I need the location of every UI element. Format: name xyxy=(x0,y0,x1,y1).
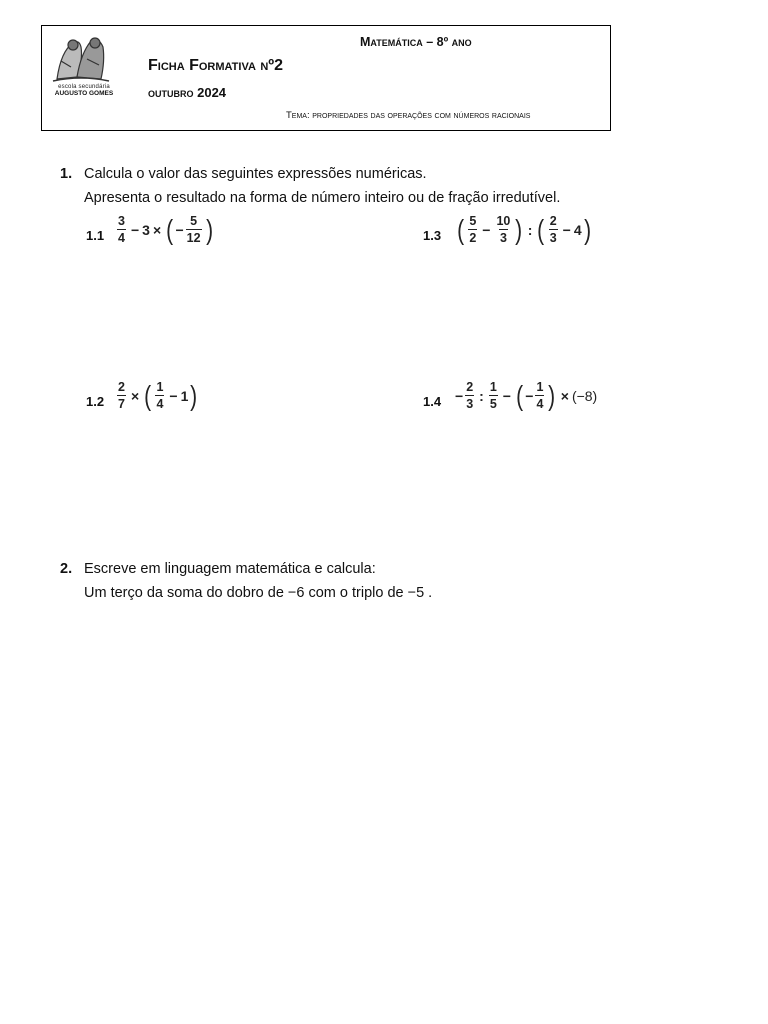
negative-sign: − xyxy=(455,387,464,404)
numerator: 3 xyxy=(118,214,125,228)
operator: : xyxy=(527,221,533,238)
fraction xyxy=(489,381,498,410)
numerator: 5 xyxy=(469,214,477,228)
integer: 1 xyxy=(180,387,189,404)
numerator: 1 xyxy=(156,380,164,394)
fraction xyxy=(117,381,126,410)
denominator: 3 xyxy=(549,230,557,245)
question-2-number: 2. xyxy=(60,561,73,577)
integer: 4 xyxy=(573,221,582,238)
right-paren: ) xyxy=(515,213,523,245)
numerator: 5 xyxy=(190,214,198,228)
worksheet-date: outubro 2024 xyxy=(148,85,227,100)
fraction xyxy=(117,215,126,244)
left-paren: ( xyxy=(144,379,152,411)
fraction xyxy=(495,215,511,244)
item-1-1-label: 1.1 xyxy=(86,228,105,243)
left-paren: ( xyxy=(537,213,545,245)
item-1-3-label: 1.3 xyxy=(423,228,442,243)
denominator: 3 xyxy=(466,396,474,411)
left-paren: ( xyxy=(166,213,174,245)
worksheet-topic: Tema: propriedades das operações com números racionais xyxy=(286,110,531,121)
logo-school-type: escola secundária xyxy=(58,84,110,90)
denominator: 4 xyxy=(118,230,125,245)
fraction xyxy=(535,381,544,410)
denominator: 3 xyxy=(499,230,507,245)
question-2-statement: Um terço da soma do dobro de −6 com o triplo de −5 . xyxy=(84,585,433,601)
right-paren: ) xyxy=(583,213,591,245)
fraction xyxy=(155,381,164,410)
negative-sign: − xyxy=(175,221,184,238)
operator: − xyxy=(130,221,140,238)
operator: × xyxy=(152,221,162,238)
denominator: 4 xyxy=(156,396,164,411)
denominator: 2 xyxy=(469,230,477,245)
denominator: 12 xyxy=(186,230,201,245)
factor: (−8) xyxy=(571,387,598,404)
left-paren: ( xyxy=(457,213,465,245)
numerator: 1 xyxy=(489,380,497,394)
right-paren: ) xyxy=(205,213,213,245)
item-1-4-label: 1.4 xyxy=(423,394,442,409)
right-paren: ) xyxy=(548,379,556,411)
operator: − xyxy=(562,221,571,238)
question-1-instruction: Calcula o valor das seguintes expressões numéricas. xyxy=(84,166,427,182)
operator: × xyxy=(560,387,569,404)
operator: − xyxy=(169,387,178,404)
item-1-2-label: 1.2 xyxy=(86,394,105,409)
numerator: 1 xyxy=(536,380,544,394)
fraction xyxy=(465,381,474,410)
operator: − xyxy=(502,387,511,404)
denominator: 5 xyxy=(489,396,497,411)
expression-1-4 xyxy=(455,381,597,410)
denominator: 4 xyxy=(536,396,544,411)
fraction xyxy=(549,215,558,244)
negative-sign: − xyxy=(525,387,534,404)
logo-school-name: AUGUSTO GOMES xyxy=(54,90,114,97)
expression-1-2 xyxy=(115,381,200,410)
fraction xyxy=(468,215,477,244)
expression-1-3 xyxy=(455,215,593,244)
operator: : xyxy=(479,387,484,404)
expression-1-1 xyxy=(115,215,215,244)
right-paren: ) xyxy=(190,379,198,411)
question-1-number: 1. xyxy=(60,166,73,182)
question-2-instruction: Escreve em linguagem matemática e calcula: xyxy=(84,561,376,577)
subject-heading: Matemática – 8º ano xyxy=(360,35,472,49)
numerator: 2 xyxy=(549,214,557,228)
operator: − xyxy=(482,221,491,238)
left-paren: ( xyxy=(516,379,524,411)
question-1-instruction-2: Apresenta o resultado na forma de número inteiro ou de fração irredutível. xyxy=(84,190,561,206)
denominator: 7 xyxy=(118,396,125,411)
worksheet-title: Ficha Formativa nº2 xyxy=(148,57,284,74)
numerator: 10 xyxy=(496,214,511,228)
numerator: 2 xyxy=(466,380,474,394)
fraction xyxy=(186,215,202,244)
coefficient: 3 xyxy=(142,221,150,238)
operator: × xyxy=(130,387,140,404)
numerator: 2 xyxy=(118,380,125,394)
